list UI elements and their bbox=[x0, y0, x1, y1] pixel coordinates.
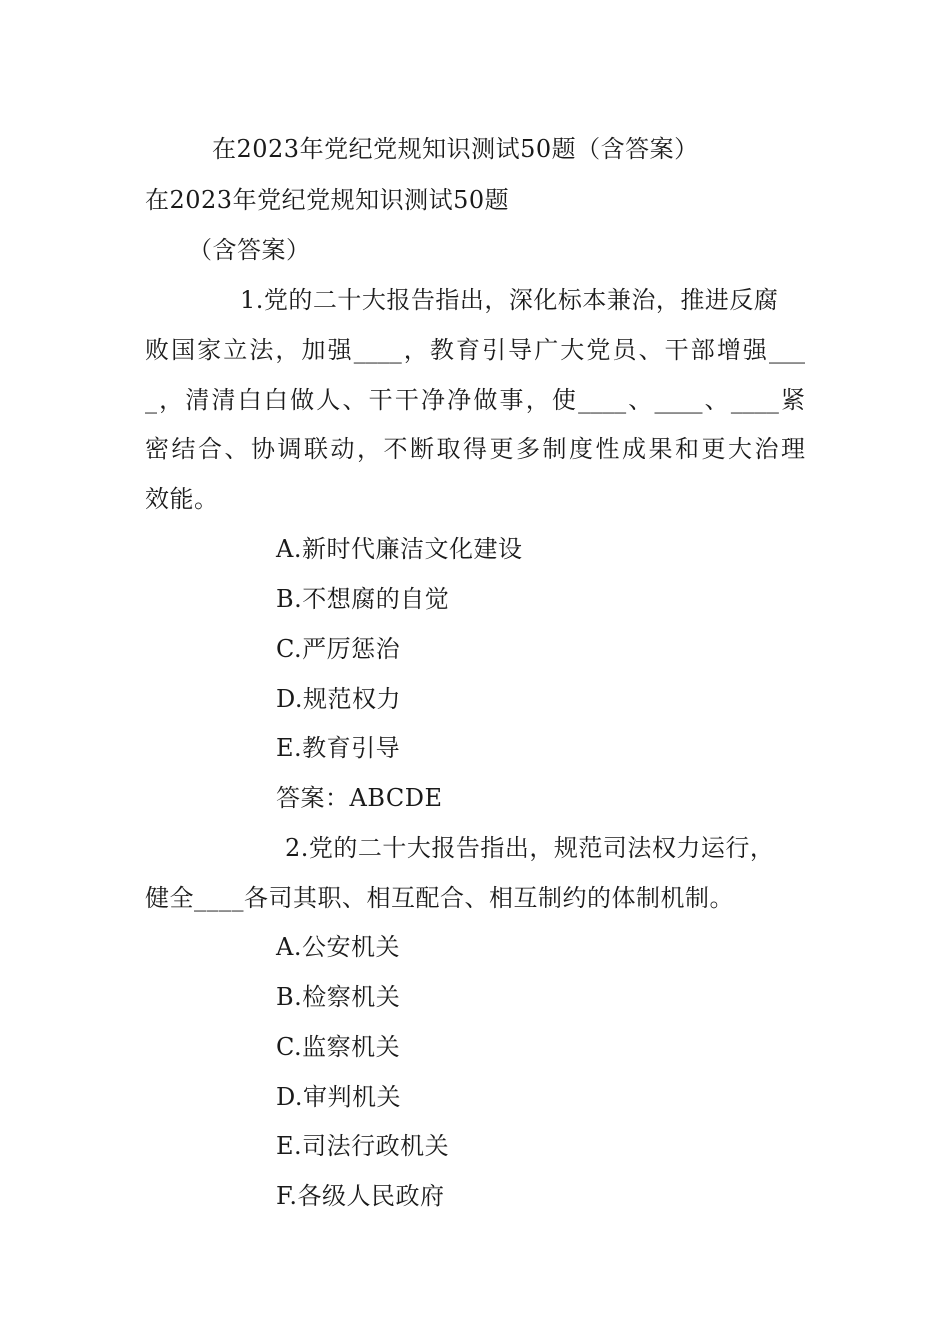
question-1-option-e: E.教育引导 bbox=[276, 734, 401, 762]
question-2-option-f: F.各级人民政府 bbox=[276, 1182, 445, 1210]
question-2-option-e: E.司法行政机关 bbox=[276, 1132, 450, 1160]
question-1-option-c: C.严厉惩治 bbox=[276, 635, 401, 663]
question-1-stem-line-4: 密结合、协调联动，不断取得更多制度性成果和更大治理 bbox=[145, 435, 805, 463]
question-2-option-d: D.审判机关 bbox=[276, 1083, 402, 1111]
question-1-answer: 答案：ABCDE bbox=[276, 784, 443, 812]
question-1-stem-line-2: 败国家立法，加强____，教育引导广大党员、干部增强___ bbox=[145, 336, 805, 364]
question-2-option-a: A.公安机关 bbox=[276, 933, 400, 961]
question-2-stem-line-1: 2.党的二十大报告指出，规范司法权力运行， bbox=[285, 834, 775, 862]
question-1-stem-line-5: 效能。 bbox=[145, 485, 219, 513]
document-subtitle: 在2023年党纪党规知识测试50题 bbox=[145, 186, 510, 214]
question-2-option-c: C.监察机关 bbox=[276, 1033, 401, 1061]
question-1-option-b: B.不想腐的自觉 bbox=[276, 585, 450, 613]
question-1-stem-line-3: _，清清白白做人、干干净净做事，使____、____、____紧 bbox=[145, 386, 805, 414]
question-1-option-a: A.新时代廉洁文化建设 bbox=[276, 535, 523, 563]
document-title: 在2023年党纪党规知识测试50题（含答案） bbox=[212, 135, 699, 163]
question-2-option-b: B.检察机关 bbox=[276, 983, 401, 1011]
question-1-option-d: D.规范权力 bbox=[276, 685, 402, 713]
document-subtitle-answer-note: （含答案） bbox=[188, 236, 311, 264]
question-2-stem-line-2: 健全____各司其职、相互配合、相互制约的体制机制。 bbox=[145, 884, 734, 912]
question-1-stem-line-1: 1.党的二十大报告指出，深化标本兼治，推进反腐 bbox=[240, 286, 779, 314]
